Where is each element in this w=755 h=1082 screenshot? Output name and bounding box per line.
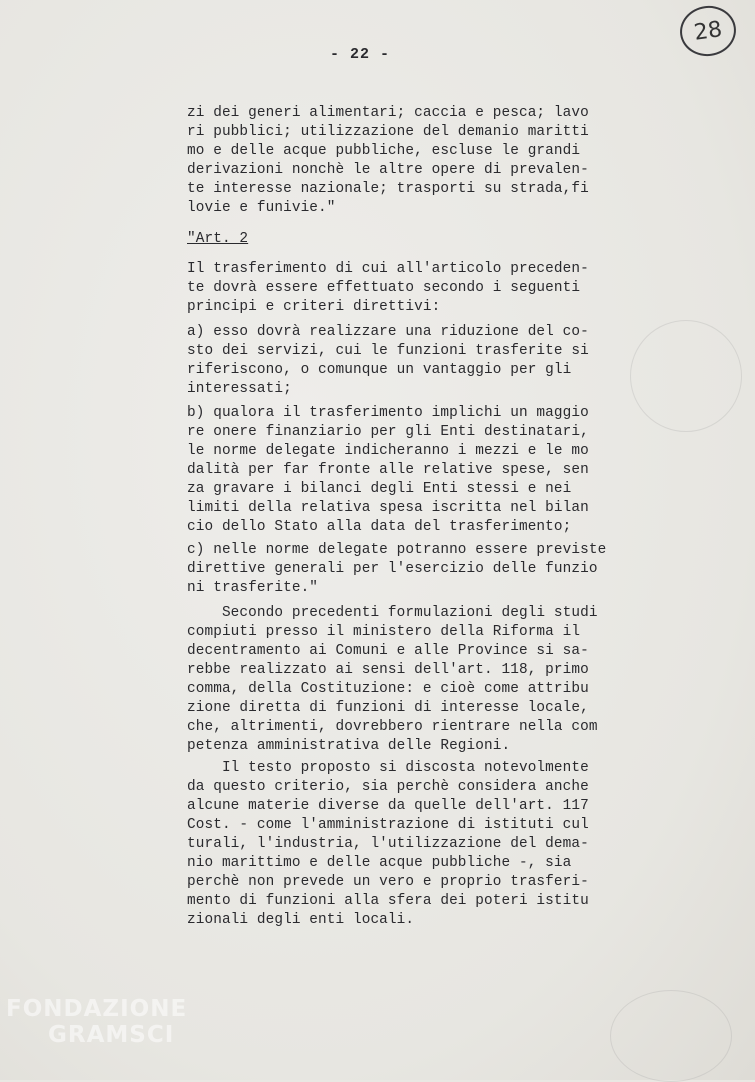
paragraph-list-continuation: zi dei generi alimentari; caccia e pesca; lavo ri pubblici; utilizzazione del demanio maritti mo e delle acque pubbliche, escluse le grandi derivazioni nonchè le altre opere di prevalen- te interesse nazionale; trasporti su strada,fi lovie e funivie." bbox=[187, 105, 589, 216]
archive-watermark bbox=[6, 996, 187, 1048]
article-heading: "Art. 2 bbox=[187, 231, 249, 247]
page-number: - 22 - bbox=[329, 46, 390, 63]
paragraph-commentary-2: Il testo proposto si discosta notevolmente da questo criterio, sia perchè considera anche alcune materie diverse da quelle dell'art. 117 Cost. - come l'amministrazione di istituti cul turali, l'industria, l'utilizzazione del dema- nio marittimo e delle acque pubbliche -, sia perchè non prevede un vero e proprio trasferi- mento di funzioni alla sfera dei poteri istitu zionali degli enti locali. bbox=[187, 760, 589, 928]
watermark-line1: FONDAZIONE bbox=[6, 996, 188, 1022]
watermark-line2: GRAMSCI bbox=[48, 1022, 175, 1048]
faint-stamp bbox=[610, 990, 732, 1082]
paragraph-article-intro: Il trasferimento di cui all'articolo preceden- te dovrà essere effettuato secondo i seguenti principi e criteri direttivi: bbox=[187, 261, 589, 315]
paragraph-commentary-1: Secondo precedenti formulazioni degli studi compiuti presso il ministero della Riforma il decentramento ai Comuni e alle Province si sa- rebbe realizzato ai sensi dell'art. 118, primo comma, della Costituzione: e cioè come attribu zione diretta di funzioni di interesse locale, che, altrimenti, dovrebbero rientrare nella com petenza amministrativa delle Regioni. bbox=[187, 605, 598, 754]
paragraph-criterion-a: a) esso dovrà realizzare una riduzione del co- sto dei servizi, cui le funzioni trasferite si riferiscono, o comunque un vantaggio per gli interessati; bbox=[187, 324, 589, 397]
folio-number-text: 28 bbox=[692, 16, 724, 46]
paragraph-criterion-b: b) qualora il trasferimento implichi un maggio re onere finanziario per gli Enti destinatari, le norme delegate indicheranno i mezzi e le mo dalità per far fronte alle relative spese, sen za gravare i bilanci degli Enti stessi e nei limiti della relativa spesa iscritta nel bilan cio dello Stato alla data del trasferimento; bbox=[187, 405, 589, 535]
paragraph-criterion-c: c) nelle norme delegate potranno essere previste direttive generali per l'esercizio delle funzio ni trasferite." bbox=[187, 542, 607, 596]
